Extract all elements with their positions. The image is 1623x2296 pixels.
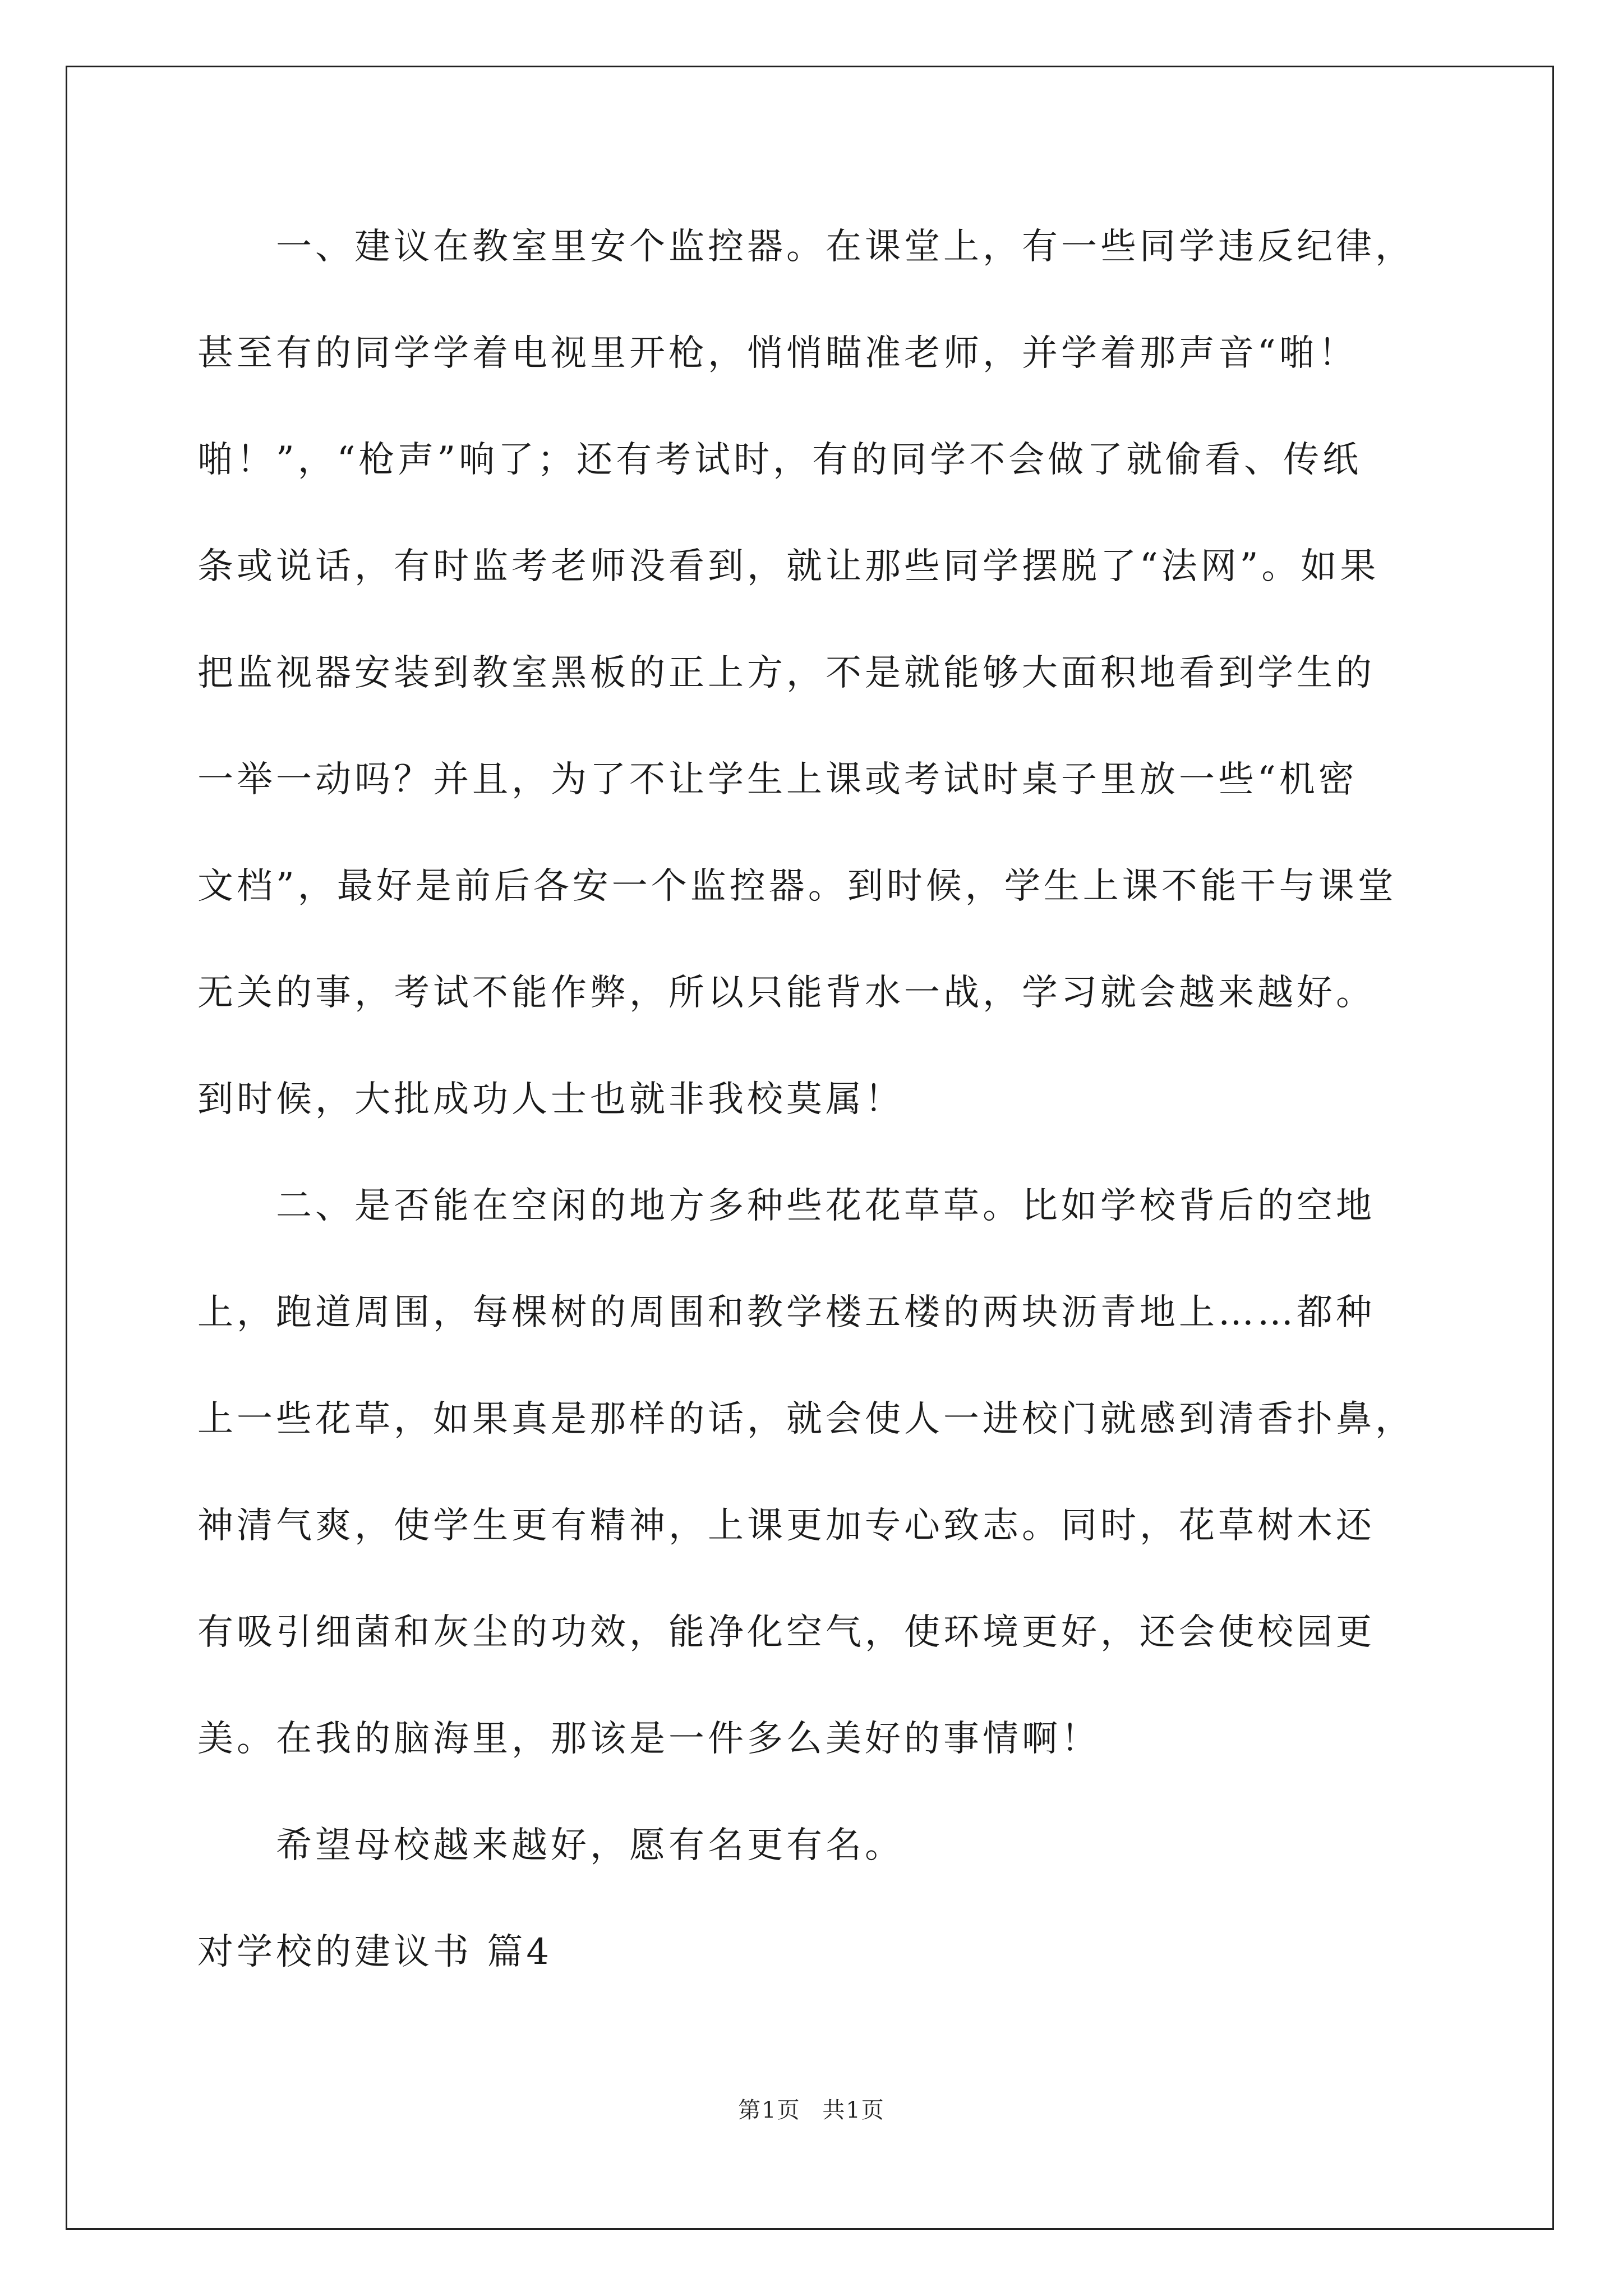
paragraph-line: 条或说话，有时监考老师没看到，就让那些同学摆脱了“法网”。如果: [197, 546, 1380, 587]
paragraph-line: 希望母校越来越好，愿有名更有名。: [276, 1825, 904, 1866]
paragraph-line: 啪！”，“枪声”响了；还有考试时，有的同学不会做了就偷看、传纸: [197, 439, 1362, 481]
paragraph-line: 把监视器安装到教室黑板的正上方，不是就能够大面积地看到学生的: [197, 652, 1375, 694]
paragraph-line: 神清气爽，使学生更有精神，上课更加专心致志。同时，花草树木还: [197, 1505, 1375, 1547]
paragraph-line: 甚至有的同学学着电视里开枪，悄悄瞄准老师，并学着那声音“啪！: [197, 333, 1358, 374]
paragraph-2: [197, 1175, 1431, 1815]
paragraph-line: 有吸引细菌和灰尘的功效，能净化空气，使环境更好，还会使校园更: [197, 1612, 1375, 1653]
document-body: [197, 216, 1431, 2028]
paragraph-line: 到时候，大批成功人士也就非我校莫属！: [197, 1079, 904, 1120]
paragraph-line: 文档”，最好是前后各安一个监控器。到时候，学生上课不能干与课堂: [197, 866, 1397, 907]
paragraph-line: 一举一动吗？并且，为了不让学生上课或考试时桌子里放一些“机密: [197, 759, 1358, 800]
paragraph-line: 一、建议在教室里安个监控器。在课堂上，有一些同学违反纪律，: [276, 226, 1414, 268]
paragraph-3: [197, 1815, 1431, 1921]
paragraph-line: 美。在我的脑海里，那该是一件多么美好的事情啊！: [197, 1718, 1100, 1760]
paragraph-line: 上一些花草，如果真是那样的话，就会使人一进校门就感到清香扑鼻，: [197, 1398, 1414, 1440]
paragraph-line: 二、是否能在空闲的地方多种些花花草草。比如学校背后的空地: [276, 1185, 1375, 1227]
page-number-total: 共1页: [822, 2097, 885, 2123]
paragraph-line: 无关的事，考试不能作弊，所以只能背水一战，学习就会越来越好。: [197, 972, 1375, 1014]
page-number-current: 第1页: [738, 2097, 801, 2123]
paragraph-line: 上，跑道周围，每棵树的周围和教学楼五楼的两块沥青地上……都种: [197, 1292, 1375, 1333]
paragraph-1: [197, 216, 1431, 1175]
page-footer: [0, 2092, 1623, 2124]
section-heading: 对学校的建议书 篇4: [197, 1931, 553, 1973]
